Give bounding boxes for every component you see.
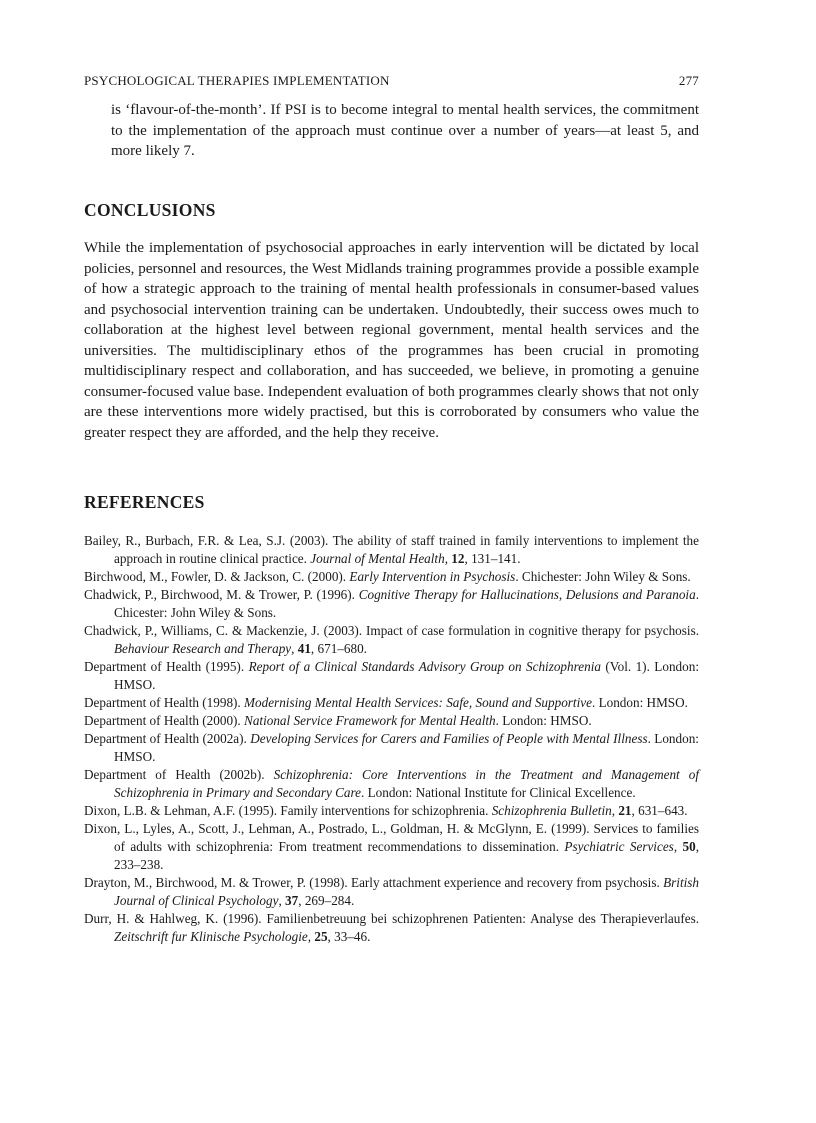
reference-authors: Dixon, L., Lyles, A., Scott, J., Lehman, A., Postrado, L., Goldman, H. & McGlynn, E. (1999). Services to families of adults with schizophrenia: From treatment recommendations to dissemination. [84,821,699,854]
conclusions-paragraph: While the implementation of psychosocial approaches in early intervention will be dictated by local policies, personnel and resources, the West Midlands training programmes provide a possible example of how a strategic approach to the training of mental health professionals in consumer-based values and psychosocial intervention training can be undertaken. Undoubtedly, their success owes much to collaboration at the highest level between regional government, mental health services and the universities. The multidisciplinary ethos of the programmes has been crucial in promoting multidisciplinary respect and collaboration, and has succeeded, we believe, in promoting a genuine consumer-focused value base. Independent evaluation of both programmes clearly shows that not only are these interventions more widely practised, but this is corroborated by consumers who value the greater respect they are afforded, and the help they receive. [84,240,699,441]
reference-list [84,532,699,946]
reference-volume: 37 [285,893,299,908]
reference-item [84,874,699,910]
reference-item [84,622,699,658]
reference-volume: 12 [451,551,465,566]
reference-separator: , [291,641,298,656]
reference-authors: Department of Health (1998). [84,695,245,710]
reference-rest: , 233–238. [114,839,699,872]
reference-volume: 41 [297,641,311,656]
reference-separator: , [278,893,286,908]
reference-title: Schizophrenia: Core Interventions in the Treatment and Management of Schizophrenia in Primary and Secondary Care [114,767,700,800]
reference-authors: Durr, H. & Hahlweg, K. (1996). Familienbetreuung bei schizophrenen Patienten: Analyse des Therapieverlaufes. [84,911,699,926]
reference-source: Psychiatric Services [564,839,674,854]
reference-source: British Journal of Clinical Psychology [114,875,699,908]
reference-title: National Service Framework for Mental Health [244,713,496,728]
reference-rest: , 33–46. [327,929,371,944]
reference-rest: . London: HMSO. [591,695,688,710]
reference-item [84,532,699,568]
reference-rest: , 671–680. [310,641,367,656]
reference-item [84,568,699,586]
reference-separator: , [611,803,619,818]
reference-title: Report of a Clinical Standards Advisory Group on Schizophrenia [248,659,601,674]
page-number: 277 [678,73,699,88]
reference-source: Zeitschrift fur Klinische Psychologie [114,929,308,944]
reference-source: Schizophrenia Bulletin [491,803,612,818]
reference-authors: Drayton, M., Birchwood, M. & Trower, P. (1998). Early attachment experience and recovery from psychosis. [84,875,664,890]
reference-item [84,586,699,622]
conclusions-heading: CONCLUSIONS [84,200,216,220]
reference-item [84,766,699,802]
references-heading: REFERENCES [84,492,205,512]
reference-authors: Birchwood, M., Fowler, D. & Jackson, C. (2000). [84,569,350,584]
reference-source: Journal of Mental Health [310,551,445,566]
reference-authors: Bailey, R., Burbach, F.R. & Lea, S.J. (2003). The ability of staff trained in family interventions to implement the approach in routine clinical practice. [84,533,699,566]
reference-separator: , [307,929,315,944]
reference-rest: (Vol. 1). London: HMSO. [114,659,699,692]
running-title: PSYCHOLOGICAL THERAPIES IMPLEMENTATION [84,73,390,88]
reference-item [84,910,699,946]
reference-volume: 25 [314,929,328,944]
reference-volume: 50 [682,839,696,854]
reference-item [84,712,699,730]
reference-authors: Dixon, L.B. & Lehman, A.F. (1995). Family interventions for schizophrenia. [84,803,492,818]
reference-item [84,820,699,874]
reference-source: Behaviour Research and Therapy [114,641,292,656]
reference-item [84,694,699,712]
reference-title: Early Intervention in Psychosis [349,569,516,584]
reference-item [84,730,699,766]
reference-separator: , [444,551,452,566]
reference-volume: 21 [618,803,632,818]
reference-rest: , 131–141. [464,551,521,566]
reference-separator: , [673,839,683,854]
reference-rest: . Chichester: John Wiley & Sons. [515,569,691,584]
running-header [84,73,699,91]
reference-authors: Chadwick, P., Williams, C. & Mackenzie, J. (2003). Impact of case formulation in cognitive therapy for psychosis. [84,623,699,638]
reference-title: Cognitive Therapy for Hallucinations, Delusions and Paranoia [358,587,696,602]
reference-authors: Department of Health (2000). [84,713,245,728]
continuation-paragraph: is ‘flavour-of-the-month’. If PSI is to become integral to mental health services, the commitment to the implementation of the approach must continue over a number of years—at least 5, and more likely 7. [111,102,699,159]
reference-rest: . London: HMSO. [495,713,592,728]
reference-rest: . London: National Institute for Clinical Excellence. [361,785,636,800]
reference-title: Modernising Mental Health Services: Safe, Sound and Supportive [244,695,592,710]
reference-item [84,658,699,694]
reference-authors: Department of Health (1995). [84,659,249,674]
reference-authors: Department of Health (2002a). [84,731,251,746]
reference-rest: , 269–284. [298,893,355,908]
reference-rest: , 631–643. [631,803,688,818]
reference-rest: . London: HMSO. [114,731,699,764]
reference-rest: . Chicester: John Wiley & Sons. [114,587,699,620]
reference-item [84,802,699,820]
reference-title: Developing Services for Carers and Families of People with Mental Illness [250,731,648,746]
reference-authors: Department of Health (2002b). [84,767,274,782]
reference-authors: Chadwick, P., Birchwood, M. & Trower, P. (1996). [84,587,359,602]
